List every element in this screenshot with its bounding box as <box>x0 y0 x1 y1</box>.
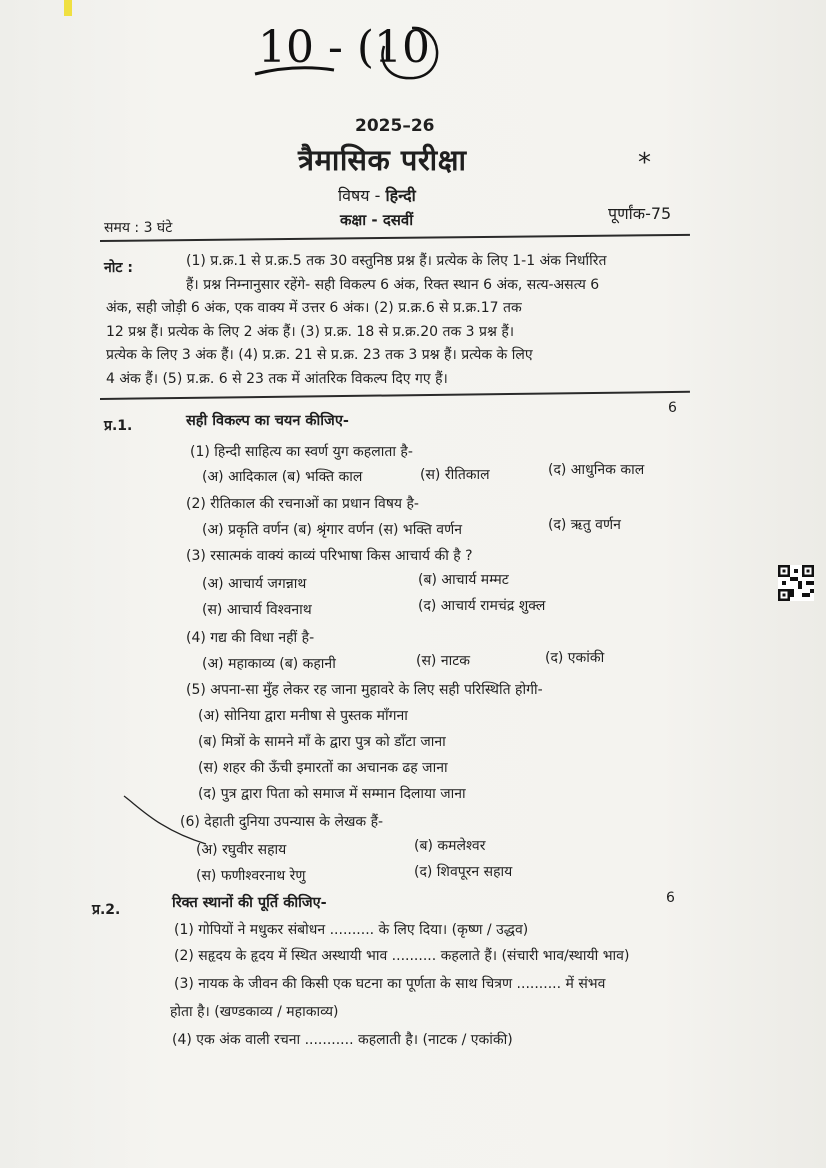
subject-line: विषय - हिन्दी <box>338 186 416 205</box>
mcq-question: (2) रीतिकाल की रचनाओं का प्रधान विषय है- <box>186 496 419 512</box>
qr-code <box>778 564 814 602</box>
fill-blank-line: (3) नायक के जीवन की किसी एक घटना का पूर्णता के साथ चित्रण .......... में संभव <box>174 976 606 992</box>
mcq-option: (द) ऋतु वर्णन <box>548 517 621 533</box>
mcq-option: (स) आचार्य विश्वनाथ <box>202 602 312 618</box>
note-line: 12 प्रश्न हैं। प्रत्येक के लिए 2 अंक हैं। (3) प्र.क्र. 18 से प्र.क्र.20 तक 3 प्रश्न हैं। <box>106 323 515 340</box>
handwritten-score: 10 - (10 <box>258 22 430 73</box>
mcq-option: (स) फणीश्वरनाथ रेणु <box>196 868 306 884</box>
mcq-question: (1) हिन्दी साहित्य का स्वर्ण युग कहलाता है- <box>190 444 413 460</box>
mcq-question: (4) गद्य की विधा नहीं है- <box>186 630 315 646</box>
exam-year: 2025–26 <box>355 116 435 136</box>
mcq-option: (अ) आदिकाल (ब) भक्ति काल <box>202 469 363 485</box>
question-number: प्र.1. <box>104 418 133 434</box>
note-label: नोट : <box>104 260 133 276</box>
mcq-option: (द) शिवपूरन सहाय <box>414 864 513 880</box>
note-line: 4 अंक हैं। (5) प्र.क्र. 6 से 23 तक में आंतरिक विकल्प दिए गए हैं। <box>106 370 448 387</box>
mcq-question: (6) देहाती दुनिया उपन्यास के लेखक हैं- <box>180 814 384 830</box>
question-marks: 6 <box>668 400 677 416</box>
mcq-option: (ब) आचार्य मम्मट <box>418 572 509 588</box>
question-marks: 6 <box>666 890 675 906</box>
fill-blank-line: (4) एक अंक वाली रचना ........... कहलाती है। (नाटक / एकांकी) <box>172 1032 513 1048</box>
mcq-option: (द) आचार्य रामचंद्र शुक्ल <box>418 598 546 614</box>
fill-blank-line: (2) सहृदय के हृदय में स्थित अस्थायी भाव .......... कहलाते हैं। (संचारी भाव/स्थायी भाव) <box>174 948 630 964</box>
note-line: (1) प्र.क्र.1 से प्र.क्र.5 तक 30 वस्तुनिष्ठ प्रश्न हैं। प्रत्येक के लिए 1-1 अंक निर्धारित <box>186 253 607 269</box>
note-line: प्रत्येक के लिए 3 अंक हैं। (4) प्र.क्र. 21 से प्र.क्र. 23 तक 3 प्रश्न हैं। प्रत्येक के लिए <box>106 347 533 363</box>
question-heading: सही विकल्प का चयन कीजिए- <box>186 413 349 429</box>
handwritten-circle <box>372 24 452 84</box>
handwritten-underline <box>250 60 340 80</box>
mcq-option: (द) पुत्र द्वारा पिता को समाज में सम्मान दिलाया जाना <box>198 786 466 802</box>
class-line: कक्षा - दसवीं <box>340 211 414 229</box>
mcq-question: (5) अपना-सा मुँह लेकर रह जाना मुहावरे के लिए सही परिस्थिति होगी- <box>186 682 543 698</box>
mcq-option: (ब) मित्रों के सामने माँ के द्वारा पुत्र को डाँटा जाना <box>198 734 446 750</box>
mcq-option: (द) एकांकी <box>545 650 605 666</box>
mcq-option: (अ) महाकाव्य (ब) कहानी <box>202 656 336 672</box>
page-title: त्रैमासिक परीक्षा <box>298 143 467 177</box>
mcq-option: (अ) रघुवीर सहाय <box>196 842 287 858</box>
note-line: अंक, सही जोड़ी 6 अंक, एक वाक्य में उत्तर 6 अंक। (2) प्र.क्र.6 से प्र.क्र.17 तक <box>106 300 522 316</box>
star-mark: * <box>638 148 651 178</box>
mcq-option: (स) शहर की ऊँची इमारतों का अचानक ढह जाना <box>198 760 448 776</box>
mcq-option: (द) आधुनिक काल <box>548 462 645 478</box>
question-number: प्र.2. <box>92 902 121 918</box>
mcq-option: (अ) प्रकृति वर्णन (ब) श्रृंगार वर्णन (स) भक्ति वर्णन <box>202 522 462 538</box>
mcq-option: (अ) सोनिया द्वारा मनीषा से पुस्तक माँगना <box>198 708 408 724</box>
question-heading: रिक्त स्थानों की पूर्ति कीजिए- <box>172 895 327 911</box>
max-marks: पूर्णांक-75 <box>608 204 672 223</box>
mcq-option: (अ) आचार्य जगन्नाथ <box>202 576 307 592</box>
mcq-question: (3) रसात्मकं वाक्यं काव्यं परिभाषा किस आचार्य की है ? <box>186 548 473 564</box>
yellow-tab-mark <box>64 0 72 16</box>
fill-blank-line: होता है। (खण्डकाव्य / महाकाव्य) <box>170 1004 339 1020</box>
mcq-option: (स) नाटक <box>416 653 471 669</box>
mcq-option: (ब) कमलेश्वर <box>414 838 486 854</box>
mcq-option: (स) रीतिकाल <box>420 467 490 483</box>
fill-blank-line: (1) गोपियों ने मधुकर संबोधन .......... के लिए दिया। (कृष्ण / उद्धव) <box>174 922 529 938</box>
note-line: हैं। प्रश्न निम्नानुसार रहेंगे- सही विकल्प 6 अंक, रिक्त स्थान 6 अंक, सत्य-असत्य 6 <box>186 276 600 293</box>
time-allowed: समय : 3 घंटे <box>104 220 173 236</box>
